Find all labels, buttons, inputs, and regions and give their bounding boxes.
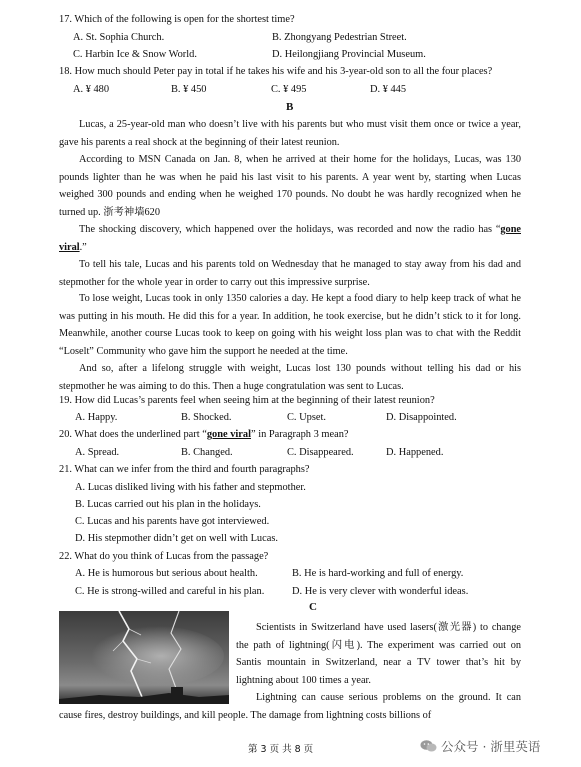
q22-option-a: A. He is humorous but serious about health. <box>75 568 258 579</box>
watermark-text: 公众号 · 浙里英语 <box>441 739 541 754</box>
section-c-heading: C <box>309 601 317 613</box>
q19-option-a: A. Happy. <box>75 412 118 423</box>
paragraph-text: The shocking discovery, which happened over the holidays, was recorded and now the radio has “ <box>79 224 501 235</box>
q21-option-a: A. Lucas disliked living with his father and stepmother. <box>75 482 306 493</box>
passage-b-paragraph-5 <box>59 290 521 360</box>
paragraph-text: .” <box>79 241 87 253</box>
paragraph-text: To tell his tale, Lucas and his parents told on Wednesday that he managed to stay away from his dad and stepmother for the whole year in order to carry out this impressive surprise. <box>59 259 521 288</box>
paragraph-text: Scientists in Switzerland have used lasers(激光器) to change the path of lightning(闪电). The experiment was carried out on Santis mountain in Switzerland, near a TV tower that’s hit by lightning about 100 times a year. <box>236 622 521 686</box>
question-text: ” in Paragraph 3 mean? <box>250 429 349 440</box>
question-21: 21. What can we infer from the third and fourth paragraphs? <box>59 464 310 475</box>
wechat-icon <box>420 739 437 753</box>
passage-b-paragraph-4 <box>59 256 521 291</box>
q19-option-c: C. Upset. <box>287 412 326 423</box>
passage-b-paragraph-6 <box>59 360 521 395</box>
question-text: 20. What does the underlined part “ <box>59 429 207 440</box>
q21-option-b: B. Lucas carried out his plan in the holidays. <box>75 499 261 510</box>
q17-option-d: D. Heilongjiang Provincial Museum. <box>272 49 426 60</box>
underlined-term: gone viral <box>59 224 521 253</box>
question-19: 19. How did Lucas’s parents feel when seeing him at the beginning of their latest reunion? <box>59 395 435 406</box>
q19-option-b: B. Shocked. <box>181 412 232 423</box>
passage-c-paragraph-1 <box>236 619 521 689</box>
q22-option-c: C. He is strong-willed and careful in his plan. <box>75 586 265 597</box>
passage-b-paragraph-1 <box>59 116 521 151</box>
q18-option-b: B. ¥ 450 <box>171 84 207 95</box>
question-22: 22. What do you think of Lucas from the passage? <box>59 551 269 562</box>
q22-option-b: B. He is hard-working and full of energy. <box>292 568 464 579</box>
paragraph-text: To lose weight, Lucas took in only 1350 calories a day. He kept a food diary to help keep track of what he was putting in his mouth. He did this for a year. In addition, he took exercise, but he didn’t stick to it for long. Meanwhile, another course Lucas took to keep on going with his weight loss plan was to chat with the Reddit “Loselt” Community who gave him the support he needed at the time. <box>59 293 521 357</box>
section-b-heading: B <box>286 101 294 113</box>
underlined-term: gone viral <box>206 429 251 440</box>
q20-option-c: C. Disappeared. <box>287 447 354 458</box>
passage-b-paragraph-2 <box>59 151 521 221</box>
q21-option-c: C. Lucas and his parents have got interviewed. <box>75 516 270 527</box>
paragraph-text: And so, after a lifelong struggle with weight, Lucas lost 130 pounds without telling his dad or his stepmother he was aiming to do this. Then a huge congratulation was sent to Lucas. <box>59 363 521 392</box>
question-17: 17. Which of the following is open for the shortest time? <box>59 14 295 25</box>
q18-option-c: C. ¥ 495 <box>271 84 307 95</box>
inline-mark: 浙考神墙620 <box>103 206 160 218</box>
q18-option-a: A. ¥ 480 <box>73 84 110 95</box>
q20-option-d: D. Happened. <box>386 447 444 458</box>
q22-option-d: D. He is very clever with wonderful ideas. <box>292 586 469 597</box>
passage-c-paragraph-2 <box>59 689 521 724</box>
question-18: 18. How much should Peter pay in total if he takes his wife and his 3-year-old son to all the four places? <box>59 66 493 77</box>
passage-b-paragraph-3 <box>59 221 521 256</box>
q20-option-a: A. Spread. <box>75 447 120 458</box>
q18-option-d: D. ¥ 445 <box>370 84 407 95</box>
q20-option-b: B. Changed. <box>181 447 233 458</box>
question-20 <box>59 429 349 440</box>
watermark <box>420 737 540 755</box>
paragraph-text: Lightning can cause serious problems on the ground. It can cause fires, destroy buildings, and kill people. The damage from lightning costs billions of <box>59 692 521 721</box>
page-number: 第 3 页 共 8 页 <box>248 744 314 755</box>
q17-option-b: B. Zhongyang Pedestrian Street. <box>272 32 407 43</box>
q17-option-a: A. St. Sophia Church. <box>73 32 165 43</box>
q21-option-d: D. His stepmother didn’t get on well with Lucas. <box>75 533 278 544</box>
paragraph-text: According to MSN Canada on Jan. 8, when he arrived at their home for the holidays, Lucas, was 130 pounds lighter than he was when he paid his last visit to his parents. A year went by, starting when Lucas weighed 300 pounds and ending when he weighed 170 pounds. No doubt he was hardly recognized when he turned up. <box>59 154 521 218</box>
q19-option-d: D. Disappointed. <box>386 412 457 423</box>
q17-option-c: C. Harbin Ice & Snow World. <box>73 49 197 60</box>
paragraph-text: Lucas, a 25-year-old man who doesn’t live with his parents but who must visit them once or twice a year, gave his parents a real shock at the beginning of their latest reunion. <box>59 119 521 148</box>
